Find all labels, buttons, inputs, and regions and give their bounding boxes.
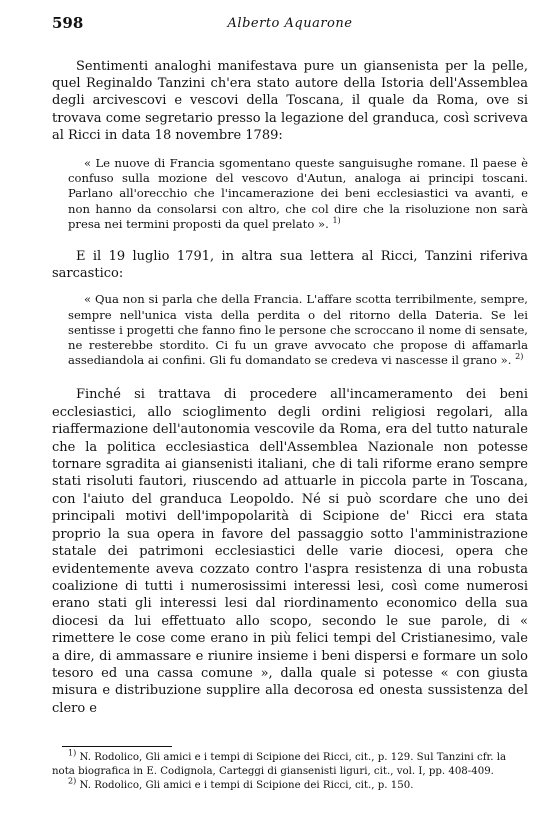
paragraph-3: Finché si trattava di procedere all'incameramento dei beni ecclesiastici, allo scioglimento degli ordini religiosi regolari, alla riaffermazione dell'autonomia vescovile da Roma, era del tutto naturale che la politica ecclesiastica dell'Assemblea Nazionale non potesse tornare sgradita ai giansenisti italiani, che di tali riforme erano sempre stati risoluti fautori, riuscendo ad attuarle in piccola parte in Toscana, con l'aiuto del granduca Leopoldo. Né si può scordare che uno dei principali motivi dell'impopolarità di Scipione de' Ricci era stata proprio la sua opera in favore del passaggio sotto l'amministrazione statale dei patrimoni ecclesiastici delle varie diocesi, opera che evidentemente aveva cozzato contro l'aspra resistenza di una robusta coalizione di tutti i numerosissimi interessi lesi, così come numerosi erano stati gli interessi lesi dal riordinamento economico della sua diocesi da lui effettuato allo scopo, secondo le sue parole, di « rimettere le cose come erano in più felici tempi del Cristianesimo, vale a dire, di ammassare e riunire insieme i beni dispersi e formare un solo tesoro ed una cassa comune », dalla quale si potesse « con giusta misura e distribuzione supplire alla decorosa ed onesta sussistenza del clero e bbox=[52, 387, 528, 716]
paragraph-1: Sentimenti analoghi manifestava pure un giansenista per la pelle, quel Reginaldo Tanzini ch'era stato autore della Istoria dell'Assemblea degli arcivescovi e vescovi della Toscana, il quale da Roma, ove si trovava come segretario presso la legazione del granduca, così scriveva al Ricci in data 18 novembre 1789: bbox=[52, 59, 528, 143]
quote-2 bbox=[68, 292, 528, 368]
page-header bbox=[52, 8, 528, 34]
footnote-1-mark: 1) bbox=[68, 748, 77, 758]
footnote-rule bbox=[62, 746, 172, 747]
page-number: 598 bbox=[52, 14, 84, 32]
footnote-1-text: N. Rodolico, Gli amici e i tempi di Scipione dei Ricci, cit., p. 129. Sul Tanzini cfr. la nota biografica in E. Codignola, Carteggi di giansenisti liguri, cit., vol. I, pp. 408-409. bbox=[52, 752, 507, 777]
footnote-2-text: N. Rodolico, Gli amici e i tempi di Scipione dei Ricci, cit., p. 150. bbox=[79, 780, 414, 791]
running-head: Alberto Aquarone bbox=[227, 16, 353, 31]
footnote-1 bbox=[52, 748, 528, 779]
page bbox=[52, 8, 528, 717]
footnote-ref-1: 1) bbox=[332, 215, 341, 225]
quote-1-text: « Le nuove di Francia sgomentano queste sanguisughe romane. Il paese è confuso sulla mozione del vescovo d'Autun, analoga ai principi toscani. Parlano all'orecchio che l'incamerazione dei beni ecclesiastici va avanti, e non hanno da consolarsi con altro, che col dire che la risoluzione non sarà presa nei termini proposti da quel prelato ». bbox=[68, 156, 528, 231]
footnote-ref-2: 2) bbox=[515, 352, 524, 362]
paragraph-2: E il 19 luglio 1791, in altra sua lettera al Ricci, Tanzini riferiva sarcastico: bbox=[52, 249, 528, 282]
footnotes bbox=[52, 746, 528, 793]
footnote-2 bbox=[52, 776, 528, 793]
quote-2-text: « Qua non si parla che della Francia. L'affare scotta terribilmente, sempre, sempre nell'unica vista della perdita o del ritorno della Dateria. Se lei sentisse i progetti che fanno fino le persone che scroccano il nome di sensate, ne resterebbe stordito. Ci fu un grave avvocato che propose di affamarla assediandola ai confini. Gli fu domandato se credeva vi nascesse il grano ». bbox=[68, 292, 528, 368]
footnote-2-mark: 2) bbox=[68, 776, 77, 786]
quote-1 bbox=[68, 156, 528, 232]
